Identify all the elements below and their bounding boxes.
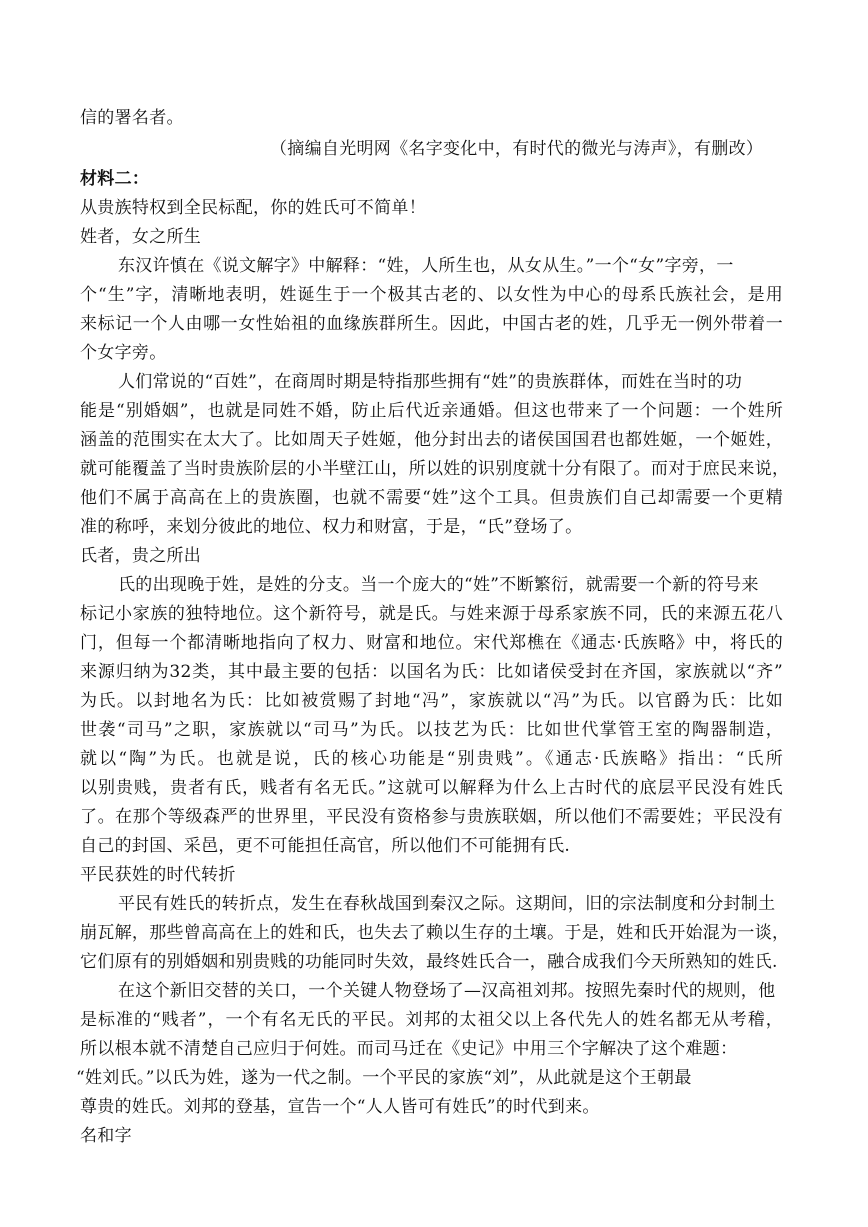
paragraph-line: 准的称呼，来划分彼此的地位、权力和财富，于是，“氏”登场了。: [80, 517, 583, 537]
paragraph-line: 它们原有的别婚姻和别贵贱的功能同时失效，最终姓氏合一，融合成我们今天所熟知的姓氏.: [80, 952, 778, 972]
paragraph-line: 能是“别婚姻”，也就是同姓不婚，防止后代近亲通婚。但这也带来了一个问题：一个姓所: [80, 401, 783, 421]
subheading: 姓者，女之所生: [80, 227, 202, 247]
paragraph-line: 来标记一个人由哪一女性始祖的血缘族群所生。因此，中国古老的姓，几乎无一例外带着一: [80, 314, 783, 334]
paragraph-line: 人们常说的“百姓”，在商周时期是特指那些拥有“姓”的贵族群体，而姓在当时的功: [118, 372, 743, 392]
paragraph-line: 是标准的“贱者”，一个有名无氏的平民。刘邦的太祖父以上各代先人的姓名都无从考稽，: [80, 1010, 783, 1030]
paragraph-line: “姓刘氏。”以氏为姓，遂为一代之制。一个平民的家族“刘”，从此就是这个王朝最: [76, 1068, 692, 1088]
paragraph-line: 在这个新旧交替的关口，一个关键人物登场了—汉高祖刘邦。按照先秦时代的规则，他: [118, 981, 776, 1001]
paragraph-line: 门，但每一个都清晰地指向了权力、财富和地位。宋代郑樵在《通志·氏族略》中，将氏的: [80, 633, 783, 653]
source-citation: （摘编自光明网《名字变化中，有时代的微光与涛声》，有删改）: [270, 139, 764, 159]
article-title: 从贵族特权到全民标配，你的姓氏可不简单！: [80, 198, 426, 218]
paragraph-line: 世袭“司马”之职，家族就以“司马”为氏。以技艺为氏：比如世代掌管王室的陶器制造，: [80, 720, 783, 740]
paragraph-line: 了。在那个等级森严的世界里，平民没有资格参与贵族联姻，所以他们不需要姓；平民没有: [80, 807, 783, 827]
section-heading: 材料二：: [80, 169, 150, 189]
subheading: 名和字: [80, 1126, 132, 1146]
paragraph-line: 就可能覆盖了当时贵族阶层的小半壁江山，所以姓的识别度就十分有限了。而对于庶民来说，: [80, 459, 790, 479]
paragraph-line: 他们不属于高高在上的贵族圈，也就不需要“姓”这个工具。但贵族们自己却需要一个更精: [80, 488, 783, 508]
paragraph-line: 尊贵的姓氏。刘邦的登基，宣告一个“人人皆可有姓氏”的时代到来。: [80, 1097, 600, 1117]
paragraph-line: 自己的封国、采邑，更不可能担任高官，所以他们不可能拥有氏.: [80, 836, 571, 856]
paragraph-line: 以别贵贱，贵者有氏，贱者有名无氏。”这就可以解释为什么上古时代的底层平民没有姓氏: [80, 778, 783, 798]
subheading: 平民获姓的时代转折: [80, 865, 236, 885]
paragraph-line: 来源归纳为32类，其中最主要的包括：以国名为氏：比如诸侯受封在齐国，家族就以“齐”: [80, 662, 783, 682]
paragraph-line: 个“生”字，清晰地表明，姓诞生于一个极其古老的、以女性为中心的母系氏族社会，是用: [80, 285, 783, 305]
paragraph-line: 涵盖的范围实在太大了。比如周天子姓姬，他分封出去的诸侯国国君也都姓姬，一个姬姓，: [80, 430, 783, 450]
paragraph-line: 东汉许慎在《说文解字》中解释：“姓，人所生也，从女从生。”一个“女”字旁，一: [118, 256, 734, 276]
paragraph-line: 为氏。以封地名为氏：比如被赏赐了封地“冯”，家族就以“冯”为氏。以官爵为氏：比如: [80, 691, 783, 711]
paragraph-line: 平民有姓氏的转折点，发生在春秋战国到秦汉之际。这期间，旧的宗法制度和分封制土: [118, 894, 776, 914]
paragraph-line: 标记小家族的独特地位。这个新符号，就是氏。与姓来源于母系家族不同，氏的来源五花八: [80, 604, 783, 624]
subheading: 氏者，贵之所出: [80, 546, 202, 566]
text-line: 信的署名者。: [80, 108, 184, 128]
paragraph-line: 崩瓦解，那些曾高高在上的姓和氏，也失去了赖以生存的土壤。于是，姓和氏开始混为一谈，: [80, 923, 790, 943]
paragraph-line: 氏的出现晚于姓，是姓的分支。当一个庞大的“姓”不断繁衍，就需要一个新的符号来: [118, 575, 759, 595]
paragraph-line: 所以根本就不清楚自己应归于何姓。而司马迁在《史记》中用三个字解决了这个难题：: [80, 1039, 738, 1059]
paragraph-line: 个女字旁。: [80, 343, 167, 363]
paragraph-line: 就以“陶”为氏。也就是说，氏的核心功能是“别贵贱”。《通志·氏族略》指出：“氏所: [80, 749, 783, 769]
